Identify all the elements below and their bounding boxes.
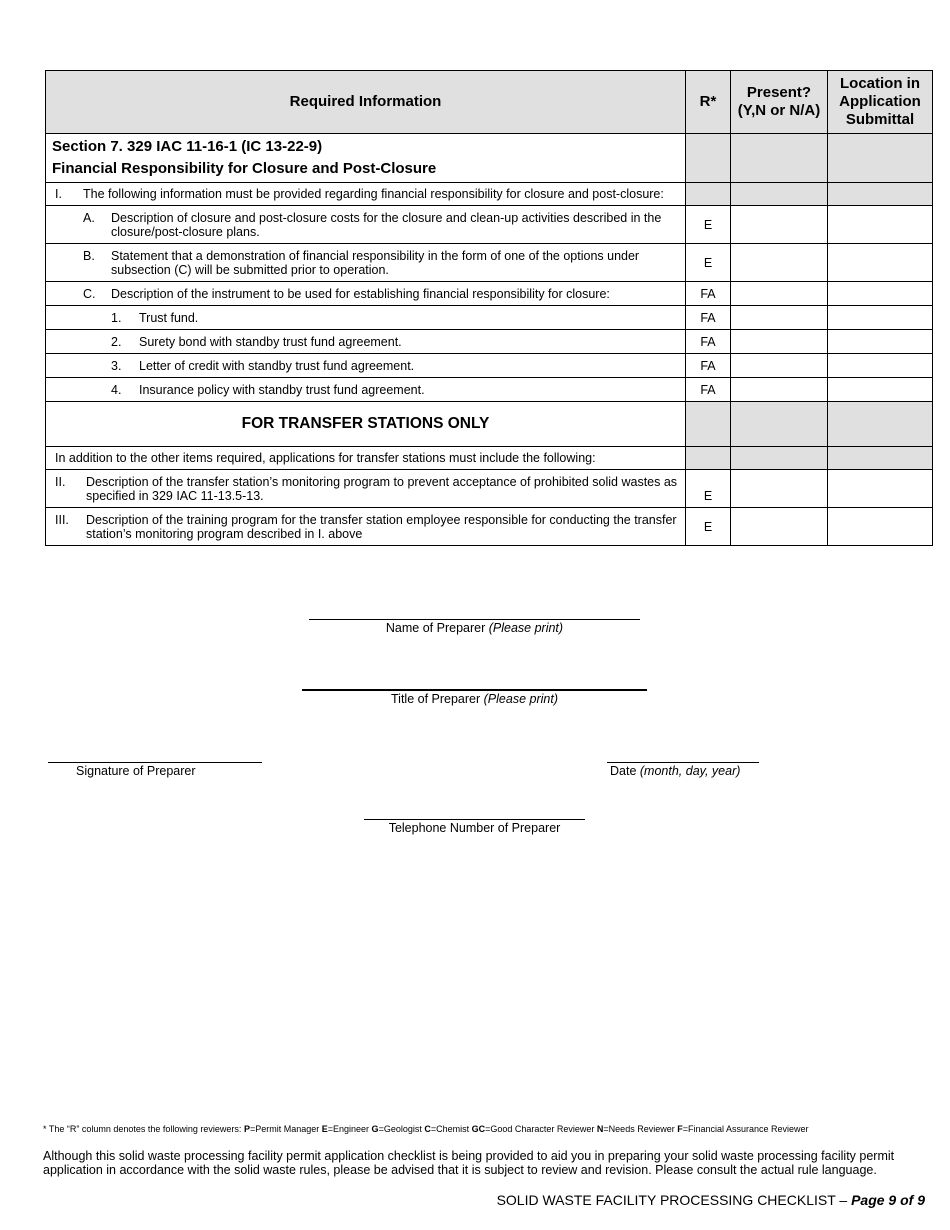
- row-text: Description of the transfer station’s monitoring program to prevent acceptance of prohibited solid wastes as specified in 329 IAC 11-13.5-13.: [86, 474, 678, 503]
- present-cell[interactable]: [731, 470, 828, 508]
- telephone-line[interactable]: [364, 819, 585, 820]
- present-cell[interactable]: [731, 244, 828, 282]
- telephone-label: Telephone Number of Preparer: [388, 821, 561, 835]
- location-cell[interactable]: [828, 282, 933, 306]
- present-cell[interactable]: [731, 282, 828, 306]
- name-of-preparer-label: Name of Preparer: [385, 621, 489, 635]
- row-text: Surety bond with standby trust fund agreement.: [139, 334, 402, 349]
- signature-block: [48, 762, 262, 778]
- telephone-block: [364, 819, 585, 835]
- location-cell[interactable]: [828, 508, 933, 546]
- name-of-preparer-hint: (Please print): [488, 621, 564, 635]
- section-title: [46, 134, 686, 183]
- title-of-preparer-label: Title of Preparer: [391, 692, 484, 706]
- location-cell[interactable]: [828, 378, 933, 402]
- row-num: 2.: [111, 334, 122, 349]
- table-row: [46, 330, 933, 354]
- row-num: 3.: [111, 358, 122, 373]
- present-cell[interactable]: [731, 354, 828, 378]
- date-hint: (month, day, year): [639, 764, 741, 778]
- present-cell[interactable]: [731, 508, 828, 546]
- table-row: [46, 470, 933, 508]
- transfer-intro-row: [46, 447, 933, 470]
- title-of-preparer-line[interactable]: [302, 689, 647, 691]
- header-present: Present? (Y,N or N/A): [731, 71, 828, 134]
- disclaimer-text: Although this solid waste processing facility permit application checklist is being provided to aid you in preparing your solid waste processing facility permit application in accordance with the solid waste rules, please be advised that it is subject to review and revision. Please consult the actual rule language.: [43, 1149, 895, 1177]
- table-row: [46, 206, 933, 244]
- row-num: C.: [83, 286, 96, 301]
- location-cell[interactable]: [828, 330, 933, 354]
- date-label: Date: [610, 764, 640, 778]
- name-of-preparer-line[interactable]: [309, 619, 640, 620]
- page-footer: [497, 1192, 925, 1208]
- table-row: [46, 244, 933, 282]
- location-cell[interactable]: [828, 306, 933, 330]
- transfer-heading-row: [46, 402, 933, 447]
- row-text: Letter of credit with standby trust fund agreement.: [139, 358, 415, 373]
- row-text: The following information must be provided regarding financial responsibility for closure and post-closure:: [83, 187, 664, 201]
- reviewer-code: FA: [686, 354, 731, 378]
- title-of-preparer-hint: (Please print): [483, 692, 558, 706]
- transfer-heading: FOR TRANSFER STATIONS ONLY: [46, 402, 686, 447]
- row-num: III.: [55, 512, 69, 527]
- reviewer-code: FA: [686, 378, 731, 402]
- date-block: [607, 762, 759, 778]
- reviewer-code: E: [686, 508, 731, 546]
- row-text: Description of the training program for the transfer station employee responsible for conducting the transfer station’s monitoring program described in I. above: [86, 512, 677, 541]
- section-line1: Section 7. 329 IAC 11-16-1 (IC 13-22-9): [52, 138, 323, 155]
- table-header-row: [46, 71, 933, 134]
- reviewer-code: FA: [686, 282, 731, 306]
- footer-title: SOLID WASTE FACILITY PROCESSING CHECKLIST –: [496, 1192, 852, 1208]
- reviewer-footnote: * The “R” column denotes the following reviewers: P=Permit Manager E=Engineer G=Geologist C=Chemist GC=Good Character Reviewer N=Needs Reviewer F=Financial Assurance Reviewer: [43, 1124, 809, 1134]
- header-required-information: Required Information: [46, 71, 686, 134]
- present-cell[interactable]: [731, 330, 828, 354]
- reviewer-code: E: [686, 206, 731, 244]
- location-cell[interactable]: [828, 206, 933, 244]
- name-of-preparer-block: [309, 619, 640, 635]
- title-of-preparer-block: [302, 689, 647, 706]
- present-cell[interactable]: [731, 306, 828, 330]
- date-line[interactable]: [607, 762, 759, 763]
- header-location: Location in Application Submittal: [828, 71, 933, 134]
- page-number: Page 9 of 9: [851, 1192, 925, 1208]
- table-row: [46, 354, 933, 378]
- row-text: Description of the instrument to be used for establishing financial responsibility for closure:: [111, 286, 610, 301]
- row-num: II.: [55, 474, 66, 489]
- table-row: [46, 183, 933, 206]
- row-text: Statement that a demonstration of financial responsibility in the form of one of the options under subsection (C) will be submitted prior to operation.: [111, 248, 640, 277]
- table-row: [46, 378, 933, 402]
- reviewer-code: E: [686, 470, 731, 508]
- checklist-table: [45, 70, 933, 546]
- row-num: A.: [83, 210, 95, 225]
- present-cell[interactable]: [731, 378, 828, 402]
- row-text: Insurance policy with standby trust fund agreement.: [139, 382, 425, 397]
- reviewer-code: FA: [686, 330, 731, 354]
- row-text: Description of closure and post-closure costs for the closure and clean-up activities described in the closure/post-closure plans.: [111, 210, 662, 239]
- table-row: [46, 306, 933, 330]
- row-num: B.: [83, 248, 95, 263]
- row-num: 1.: [111, 310, 122, 325]
- reviewer-code: E: [686, 244, 731, 282]
- header-r: R*: [686, 71, 731, 134]
- location-cell[interactable]: [828, 354, 933, 378]
- section-line2: Financial Responsibility for Closure and Post-Closure: [52, 160, 437, 177]
- location-cell[interactable]: [828, 244, 933, 282]
- table-row: [46, 508, 933, 546]
- row-num: I.: [55, 187, 62, 201]
- row-num: 4.: [111, 382, 122, 397]
- table-row: [46, 282, 933, 306]
- transfer-intro: In addition to the other items required, applications for transfer stations must include the following:: [46, 447, 686, 470]
- section-heading-row: [46, 134, 933, 183]
- reviewer-code: FA: [686, 306, 731, 330]
- location-cell[interactable]: [828, 470, 933, 508]
- signature-line[interactable]: [48, 762, 262, 763]
- present-cell[interactable]: [731, 206, 828, 244]
- row-text: Trust fund.: [139, 310, 199, 325]
- signature-label: Signature of Preparer: [76, 764, 196, 778]
